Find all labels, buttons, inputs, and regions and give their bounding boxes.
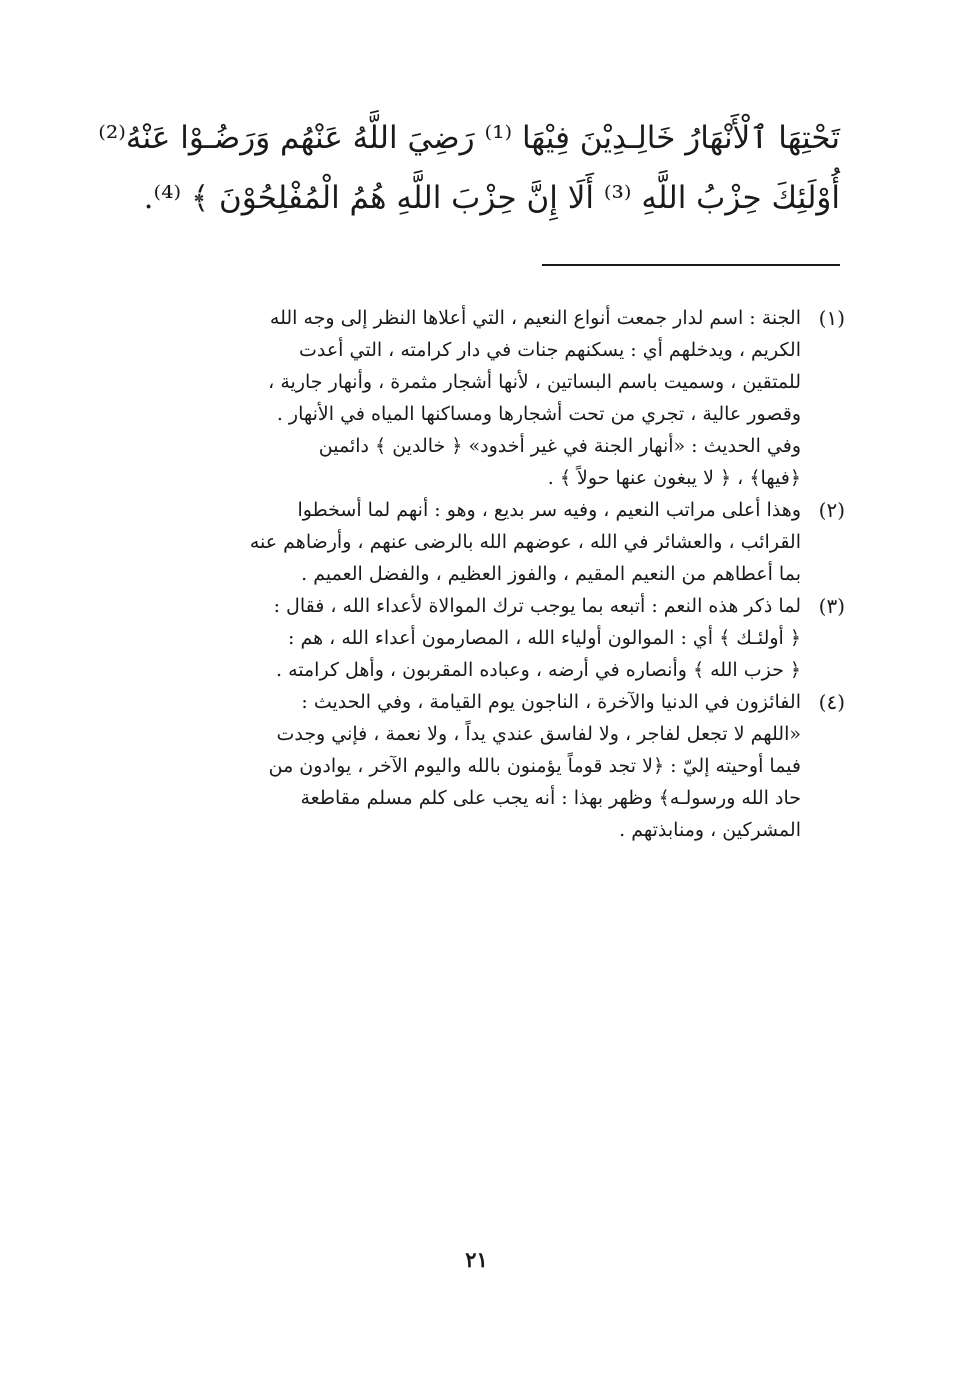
footnote-line: حاد الله ورسولـه﴾ وظهر بهذا : أنه يجب على كلم مسلم مقاطعة (300, 787, 801, 809)
footnote-line: الكريم ، ويدخلهم أي : يسكنهم جنات في دار كرامته ، التي أعدت (298, 339, 801, 361)
footnote-2 (145, 494, 845, 590)
footnote-line: الجنة : اسم لدار جمعت أنواع النعيم ، التي أعلاها النظر إلى وجه الله (269, 307, 801, 329)
footnote-line: لما ذكر هذه النعم : أتبعه بما يوجب ترك الموالاة لأعداء الله ، فقال : (273, 595, 801, 617)
footnote-separator (542, 264, 840, 266)
footnote-line: فيما أوحيته إليّ : ﴿لا تجد قوماً يؤمنون بالله واليوم الآخر ، يوادون من (268, 755, 801, 777)
footnote-number: (٤) (818, 690, 845, 714)
footnote-line: للمتقين ، وسميت باسم البساتين ، لأنها أشجار مثمرة ، وأنهار جارية ، (268, 371, 801, 393)
quran-verse-block (98, 108, 840, 228)
footnote-line: القرائب ، والعشائر في الله ، عوضهم الله بالرضى عنهم ، وأرضاهم عنه (249, 531, 801, 553)
footnote-number: (٢) (818, 498, 845, 522)
footnote-line: ﴿ حزب الله ﴾ وأنصاره في أرضه ، وعباده المقربون ، وأهل كرامته . (276, 659, 801, 681)
footnote-line: وهذا أعلى مراتب النعيم ، وفيه سر بديع ، وهو : أنهم لما أسخطوا (297, 499, 801, 521)
footnote-text (145, 302, 801, 494)
footnote-line: وقصور عالية ، تجري من تحت أشجارها ومساكنها المياه في الأنهار . (276, 403, 801, 425)
footnote-line: ﴿فيها﴾ ، ﴿ لا يبغون عنها حولاً ﴾ . (547, 467, 801, 489)
footnote-text (145, 494, 801, 590)
footnote-line: «اللهم لا تجعل لفاجر ، ولا لفاسق عندي يداً ، ولا نعمة ، فإني وجدت (276, 723, 801, 745)
footnote-line: الفائزون في الدنيا والآخرة ، الناجون يوم القيامة ، وفي الحديث : (301, 691, 801, 713)
footnote-3 (145, 590, 845, 686)
footnotes (145, 302, 845, 846)
footnote-text (145, 590, 801, 686)
footnote-4 (145, 686, 845, 846)
footnote-text (145, 686, 801, 846)
page-number: ٢١ (465, 1247, 488, 1272)
footnote-line: بما أعطاهم من النعيم المقيم ، والفوز العظيم ، والفضل العميم . (301, 563, 801, 585)
footnote-line: ﴿ أولئـك ﴾ أي : الموالون أولياء الله ، المصارمون أعداء الله ، هم : (288, 627, 801, 649)
verse-line-2: أُوْلَئِكَ حِزْبُ اللَّهِ ⁽³⁾ أَلَا إِنَّ حِزْبَ اللَّهِ هُمُ الْمُفْلِحُوْنَ ﴾ ⁽⁴⁾. (143, 180, 840, 216)
footnote-line: المشركين ، ومنابذتهم . (619, 819, 801, 841)
footnote-line: وفي الحديث : «أنهار الجنة في غير أخدود» ﴿ خالدين ﴾ دائمين (318, 435, 801, 457)
footnote-1 (145, 302, 845, 494)
footnote-number: (١) (818, 306, 845, 330)
verse-line-1: تَحْتِهَا ٱلْأَنْهَارُ خَالِـدِيْنَ فِيْهَا ⁽¹⁾ رَضِيَ اللَّهُ عَنْهُم وَرَضُـوْا عَنْهُ⁽²⁾ (98, 120, 840, 156)
footnote-number: (٣) (818, 594, 845, 618)
